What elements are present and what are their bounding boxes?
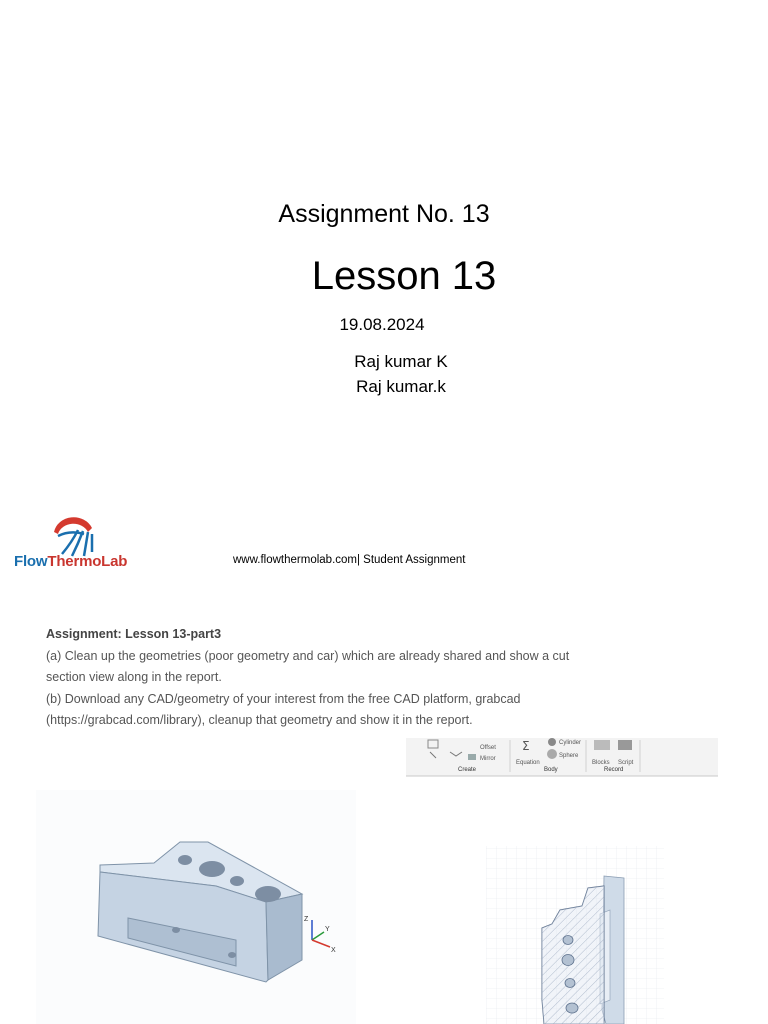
lesson-title: Lesson 13 [311, 254, 497, 298]
cylinder-icon[interactable] [548, 738, 556, 746]
assignment-number-title: Assignment No. 13 [278, 200, 490, 228]
site-header-text: www.flowthermolab.com| Student Assignment [233, 554, 466, 566]
toolbar-create-label: Create [458, 767, 477, 773]
brand-name [14, 553, 127, 570]
toolbar-blocks[interactable]: Blocks [592, 760, 610, 766]
cad-section-view [406, 738, 718, 1024]
toolbar-body-label: Body [544, 767, 558, 773]
axis-label-z: Z [304, 916, 309, 923]
brand-name-part1: Flow [14, 553, 48, 570]
flowthermolab-logo-icon [48, 512, 98, 558]
sphere-icon[interactable] [547, 749, 557, 759]
cad-part-3d-view [36, 790, 356, 1024]
toolbar-sphere[interactable]: Sphere [559, 753, 579, 759]
toolbar-offset[interactable]: Offset [480, 745, 496, 751]
toolbar-equation[interactable]: Equation [516, 760, 540, 766]
toolbar-script[interactable]: Script [618, 760, 634, 766]
axis-label-x: X [331, 947, 336, 954]
script-icon[interactable] [618, 740, 632, 750]
blocks-icon[interactable] [594, 740, 610, 750]
task-a-line-1: (a) Clean up the geometries (poor geometry and car) which are already shared and show a cut [46, 648, 570, 663]
author-name-1: Raj kumar K [354, 352, 448, 371]
task-b-line-2: (https://grabcad.com/library), cleanup that geometry and show it in the report. [46, 713, 473, 727]
assignment-text-block [46, 624, 606, 732]
axis-label-y: Y [325, 926, 330, 933]
assignment-heading: Assignment: Lesson 13-part3 [46, 627, 222, 641]
toolbar-cylinder[interactable]: Cylinder [559, 740, 582, 746]
date-text: 19.08.2024 [339, 315, 425, 334]
sigma-icon[interactable]: Σ [522, 739, 530, 753]
toolbar-record-label: Record [604, 767, 624, 773]
task-b-line-1: (b) Download any CAD/geometry of your interest from the free CAD platform, grabcad [46, 691, 521, 706]
toolbar-mirror[interactable]: Mirror [480, 756, 496, 762]
brand-name-part2: ThermoLab [47, 553, 128, 570]
task-a-line-2: section view along in the report. [46, 670, 222, 684]
author-name-2: Raj kumar.k [356, 377, 446, 396]
